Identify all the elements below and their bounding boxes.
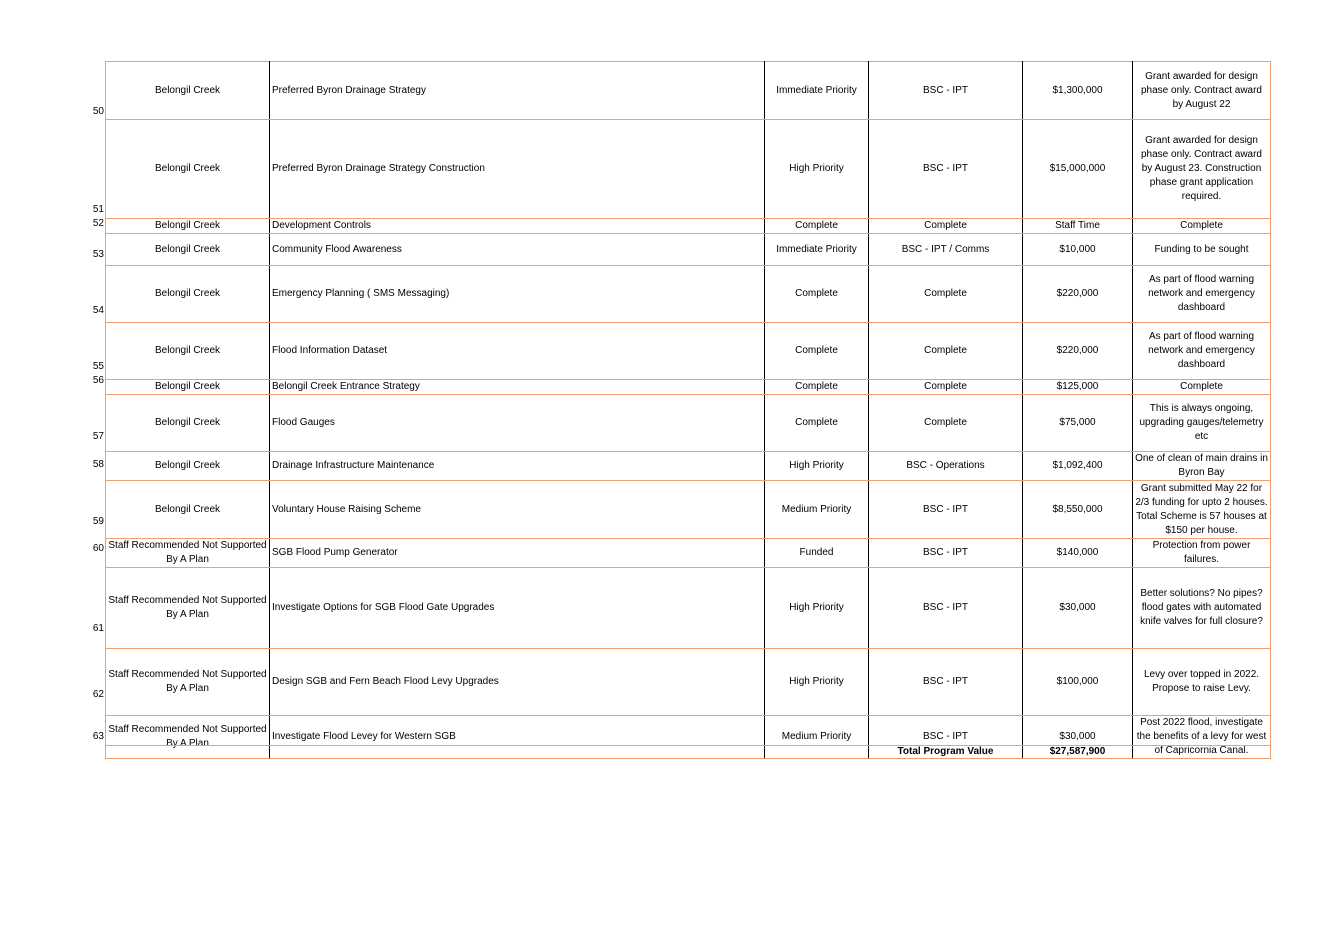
priority-cell: Immediate Priority bbox=[765, 62, 869, 120]
location-cell: Belongil Creek bbox=[106, 62, 270, 120]
responsibility-cell: BSC - IPT bbox=[869, 120, 1023, 219]
location-cell: Staff Recommended Not Supported By A Plan bbox=[106, 649, 270, 716]
cost-cell: $8,550,000 bbox=[1023, 481, 1133, 539]
priority-cell: Medium Priority bbox=[765, 481, 869, 539]
priority-cell: High Priority bbox=[765, 120, 869, 219]
table-row bbox=[106, 380, 1271, 395]
cost-cell: $75,000 bbox=[1023, 395, 1133, 452]
responsibility-cell: BSC - IPT bbox=[869, 539, 1023, 568]
table-row bbox=[106, 539, 1271, 568]
total-value: $27,587,900 bbox=[1023, 746, 1133, 759]
location-cell: Belongil Creek bbox=[106, 481, 270, 539]
total-empty-cell bbox=[106, 746, 270, 759]
priority-cell: Complete bbox=[765, 219, 869, 234]
responsibility-cell: Complete bbox=[869, 395, 1023, 452]
project-cell: Investigate Flood Levey for Western SGB bbox=[270, 716, 765, 759]
location-cell: Staff Recommended Not Supported By A Plan bbox=[106, 716, 270, 759]
table-row bbox=[106, 120, 1271, 219]
project-cell: Drainage Infrastructure Maintenance bbox=[270, 452, 765, 481]
row-number: 52 bbox=[92, 218, 104, 229]
responsibility-cell: BSC - IPT bbox=[869, 568, 1023, 649]
row-number: 51 bbox=[92, 204, 104, 215]
cost-cell: $1,300,000 bbox=[1023, 62, 1133, 120]
project-cell: Voluntary House Raising Scheme bbox=[270, 481, 765, 539]
priority-cell: Funded bbox=[765, 539, 869, 568]
cost-cell: $100,000 bbox=[1023, 649, 1133, 716]
priority-cell: Medium Priority bbox=[765, 716, 869, 759]
notes-cell: Grant awarded for design phase only. Contract award by August 22 bbox=[1133, 62, 1271, 120]
location-cell: Belongil Creek bbox=[106, 219, 270, 234]
table-row bbox=[106, 568, 1271, 649]
priority-cell: Complete bbox=[765, 266, 869, 323]
total-empty-cell bbox=[765, 746, 869, 759]
table-row bbox=[106, 649, 1271, 716]
location-cell: Belongil Creek bbox=[106, 452, 270, 481]
total-label: Total Program Value bbox=[869, 746, 1023, 759]
row-number: 58 bbox=[92, 459, 104, 470]
project-cell: Flood Gauges bbox=[270, 395, 765, 452]
cost-cell: $30,000 bbox=[1023, 568, 1133, 649]
notes-cell: Grant submitted May 22 for 2/3 funding for upto 2 houses. Total Scheme is 57 houses at $150 per house. bbox=[1133, 481, 1271, 539]
row-number: 55 bbox=[92, 361, 104, 372]
project-cell: Community Flood Awareness bbox=[270, 234, 765, 266]
location-cell: Belongil Creek bbox=[106, 266, 270, 323]
table-row bbox=[106, 62, 1271, 120]
location-cell: Belongil Creek bbox=[106, 323, 270, 380]
project-cell: Emergency Planning ( SMS Messaging) bbox=[270, 266, 765, 323]
cost-cell: $220,000 bbox=[1023, 323, 1133, 380]
location-cell: Staff Recommended Not Supported By A Plan bbox=[106, 568, 270, 649]
program-table bbox=[105, 61, 1271, 759]
priority-cell: Immediate Priority bbox=[765, 234, 869, 266]
location-cell: Belongil Creek bbox=[106, 120, 270, 219]
table-row bbox=[106, 266, 1271, 323]
project-cell: Development Controls bbox=[270, 219, 765, 234]
notes-cell: Complete bbox=[1133, 380, 1271, 395]
location-cell: Staff Recommended Not Supported By A Plan bbox=[106, 539, 270, 568]
priority-cell: Complete bbox=[765, 323, 869, 380]
notes-cell: Grant awarded for design phase only. Contract award by August 23. Construction phase grant application required. bbox=[1133, 120, 1271, 219]
notes-cell: Better solutions? No pipes? flood gates with automated knife valves for full closure? bbox=[1133, 568, 1271, 649]
notes-cell: Funding to be sought bbox=[1133, 234, 1271, 266]
notes-cell: Levy over topped in 2022. Propose to raise Levy. bbox=[1133, 649, 1271, 716]
notes-cell: Complete bbox=[1133, 219, 1271, 234]
total-empty-cell bbox=[270, 746, 765, 759]
table-row bbox=[106, 452, 1271, 481]
notes-cell: Post 2022 flood, investigate the benefits of a levy for west of Capricornia Canal. bbox=[1133, 716, 1271, 759]
row-number: 59 bbox=[92, 516, 104, 527]
row-number: 62 bbox=[92, 689, 104, 700]
notes-cell: As part of flood warning network and emergency dashboard bbox=[1133, 323, 1271, 380]
row-number: 54 bbox=[92, 305, 104, 316]
cost-cell: $1,092,400 bbox=[1023, 452, 1133, 481]
location-cell: Belongil Creek bbox=[106, 395, 270, 452]
priority-cell: High Priority bbox=[765, 452, 869, 481]
row-number: 56 bbox=[92, 375, 104, 386]
notes-cell: One of clean of main drains in Byron Bay bbox=[1133, 452, 1271, 481]
responsibility-cell: Complete bbox=[869, 219, 1023, 234]
location-cell: Belongil Creek bbox=[106, 234, 270, 266]
project-cell: Preferred Byron Drainage Strategy Construction bbox=[270, 120, 765, 219]
responsibility-cell: BSC - IPT bbox=[869, 62, 1023, 120]
row-number: 63 bbox=[92, 731, 104, 742]
cost-cell: $30,000 bbox=[1023, 716, 1133, 759]
responsibility-cell: Complete bbox=[869, 266, 1023, 323]
responsibility-cell: BSC - IPT bbox=[869, 649, 1023, 716]
project-cell: Design SGB and Fern Beach Flood Levy Upgrades bbox=[270, 649, 765, 716]
responsibility-cell: BSC - IPT / Comms bbox=[869, 234, 1023, 266]
cost-cell: $140,000 bbox=[1023, 539, 1133, 568]
cost-cell: $15,000,000 bbox=[1023, 120, 1133, 219]
responsibility-cell: BSC - IPT bbox=[869, 481, 1023, 539]
project-cell: Flood Information Dataset bbox=[270, 323, 765, 380]
row-number: 60 bbox=[92, 543, 104, 554]
cost-cell: Staff Time bbox=[1023, 219, 1133, 234]
row-number: 50 bbox=[92, 106, 104, 117]
row-number: 53 bbox=[92, 249, 104, 260]
priority-cell: Complete bbox=[765, 395, 869, 452]
program-table-body bbox=[106, 62, 1271, 759]
cost-cell: $10,000 bbox=[1023, 234, 1133, 266]
project-cell: Preferred Byron Drainage Strategy bbox=[270, 62, 765, 120]
project-cell: Belongil Creek Entrance Strategy bbox=[270, 380, 765, 395]
row-number: 57 bbox=[92, 431, 104, 442]
notes-cell: This is always ongoing, upgrading gauges/telemetry etc bbox=[1133, 395, 1271, 452]
project-cell: Investigate Options for SGB Flood Gate Upgrades bbox=[270, 568, 765, 649]
project-cell: SGB Flood Pump Generator bbox=[270, 539, 765, 568]
total-row bbox=[105, 745, 1271, 759]
total-empty-cell bbox=[1133, 746, 1271, 759]
cost-cell: $125,000 bbox=[1023, 380, 1133, 395]
responsibility-cell: BSC - Operations bbox=[869, 452, 1023, 481]
table-row bbox=[106, 323, 1271, 380]
cost-cell: $220,000 bbox=[1023, 266, 1133, 323]
table-row bbox=[106, 234, 1271, 266]
row-number: 61 bbox=[92, 623, 104, 634]
notes-cell: Protection from power failures. bbox=[1133, 539, 1271, 568]
priority-cell: Complete bbox=[765, 380, 869, 395]
responsibility-cell: BSC - IPT bbox=[869, 716, 1023, 759]
table-row bbox=[106, 395, 1271, 452]
priority-cell: High Priority bbox=[765, 649, 869, 716]
table-row bbox=[106, 481, 1271, 539]
location-cell: Belongil Creek bbox=[106, 380, 270, 395]
table-row bbox=[106, 219, 1271, 234]
priority-cell: High Priority bbox=[765, 568, 869, 649]
responsibility-cell: Complete bbox=[869, 323, 1023, 380]
notes-cell: As part of flood warning network and emergency dashboard bbox=[1133, 266, 1271, 323]
responsibility-cell: Complete bbox=[869, 380, 1023, 395]
